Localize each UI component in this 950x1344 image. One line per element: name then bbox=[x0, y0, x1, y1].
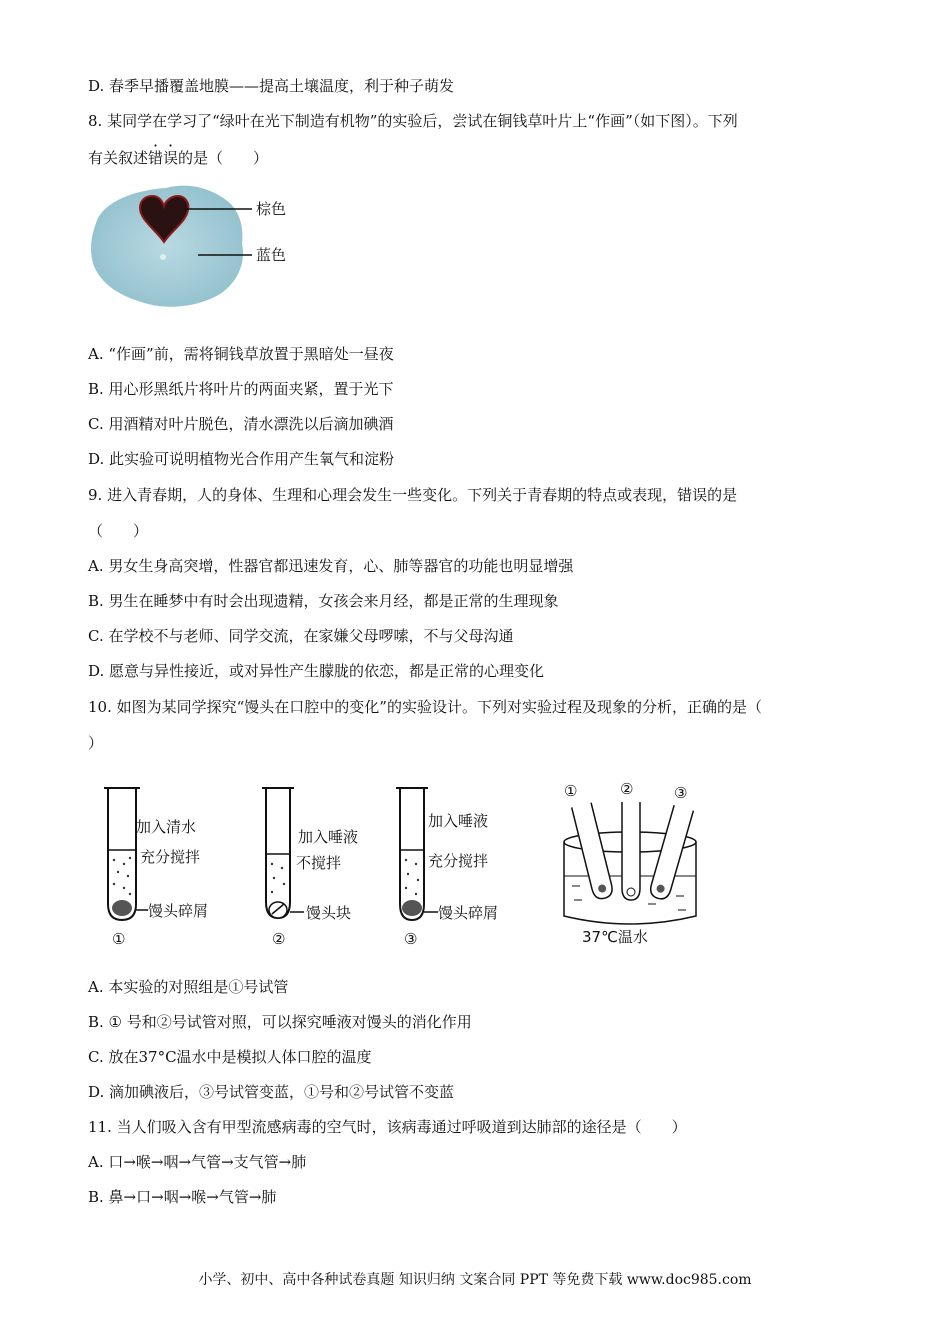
test-tube-2 bbox=[262, 788, 358, 948]
q9-stem-line1: 9. 进入青春期，人的身体、生理和心理会发生一些变化。下列关于青春期的特点或表现，错误的是 bbox=[88, 486, 738, 504]
q9-option-d: D. 愿意与异性接近，或对异性产生朦胧的依恋，都是正常的心理变化 bbox=[88, 662, 545, 680]
svg-text:加入唾液: 加入唾液 bbox=[298, 828, 359, 846]
label-blue: 蓝色 bbox=[256, 246, 287, 264]
svg-text:③: ③ bbox=[674, 784, 688, 802]
test-tube-1 bbox=[104, 788, 208, 948]
q9-option-b: B. 男生在睡梦中有时会出现遗精，女孩会来月经，都是正常的生理现象 bbox=[88, 592, 559, 610]
q11-option-b: B. 鼻→口→咽→喉→气管→肺 bbox=[88, 1188, 277, 1206]
svg-text:加入唾液: 加入唾液 bbox=[428, 812, 489, 830]
q10-option-d: D. 滴加碘液后，③号试管变蓝，①号和②号试管不变蓝 bbox=[88, 1083, 455, 1101]
svg-text:馒头碎屑: 馒头碎屑 bbox=[438, 904, 499, 922]
water-bath bbox=[564, 780, 696, 946]
label-brown: 棕色 bbox=[256, 200, 287, 218]
q10-option-b: B. ① 号和②号试管对照，可以探究唾液对馒头的消化作用 bbox=[88, 1013, 472, 1031]
q10-option-c: C. 放在37°C温水中是模拟人体口腔的温度 bbox=[88, 1048, 372, 1066]
q7-option-d: D. 春季早播覆盖地膜——提高土壤温度，利于种子萌发 bbox=[88, 77, 455, 95]
leaf-figure bbox=[88, 182, 308, 312]
svg-text:馒头块: 馒头块 bbox=[306, 904, 352, 922]
q11-stem: 11. 当人们吸入含有甲型流感病毒的空气时，该病毒通过呼吸道到达肺部的途径是（ ） bbox=[88, 1118, 687, 1136]
svg-text:不搅拌: 不搅拌 bbox=[296, 854, 342, 872]
svg-text:加入清水: 加入清水 bbox=[136, 818, 197, 836]
svg-text:充分搅拌: 充分搅拌 bbox=[428, 852, 489, 870]
svg-text:①: ① bbox=[564, 782, 578, 800]
q8-option-a: A. “作画”前，需将铜钱草放置于黑暗处一昼夜 bbox=[88, 345, 394, 363]
q8-option-c: C. 用酒精对叶片脱色，清水漂洗以后滴加碘酒 bbox=[88, 415, 394, 433]
q10-option-a: A. 本实验的对照组是①号试管 bbox=[88, 978, 289, 996]
svg-text:充分搅拌: 充分搅拌 bbox=[140, 848, 201, 866]
q8-stem-line2: 有关叙述错误的是（ ） bbox=[88, 149, 269, 167]
page-footer: 小学、初中、高中各种试卷真题 知识归纳 文案合同 PPT 等免费下载 www.doc985.com bbox=[198, 1272, 752, 1288]
q9-option-c: C. 在学校不与老师、同学交流，在家嫌父母啰嗦，不与父母沟通 bbox=[88, 627, 514, 645]
emphasis-mark: 误 bbox=[163, 149, 179, 167]
test-tube-3 bbox=[396, 788, 498, 948]
q10-stem-line2: ） bbox=[88, 734, 104, 752]
svg-text:②: ② bbox=[620, 780, 634, 798]
svg-text:③: ③ bbox=[404, 930, 418, 948]
q8-option-d: D. 此实验可说明植物光合作用产生氧气和淀粉 bbox=[88, 450, 395, 468]
q9-stem-line2: （ ） bbox=[88, 522, 149, 540]
svg-text:馒头碎屑: 馒头碎屑 bbox=[148, 902, 209, 920]
svg-text:②: ② bbox=[272, 930, 286, 948]
q8-stem-line1: 8. 某同学在学习了“绿叶在光下制造有机物”的实验后，尝试在铜钱草叶片上“作画”（如下图）。下列 bbox=[88, 112, 738, 130]
q11-option-a: A. 口→喉→咽→气管→支气管→肺 bbox=[88, 1153, 307, 1171]
svg-text:①: ① bbox=[112, 930, 126, 948]
q8-option-b: B. 用心形黑纸片将叶片的两面夹紧，置于光下 bbox=[88, 380, 394, 398]
q9-option-a: A. 男女生身高突增，性器官都迅速发育，心、肺等器官的功能也明显增强 bbox=[88, 557, 574, 575]
test-tube-figure bbox=[100, 776, 720, 956]
q10-stem-line1: 10. 如图为某同学探究“馒头在口腔中的变化”的实验设计。下列对实验过程及现象的分析，正确的是（ bbox=[88, 698, 762, 716]
emphasis-mark: 错 bbox=[148, 149, 164, 167]
svg-text:37℃温水: 37℃温水 bbox=[582, 928, 648, 946]
